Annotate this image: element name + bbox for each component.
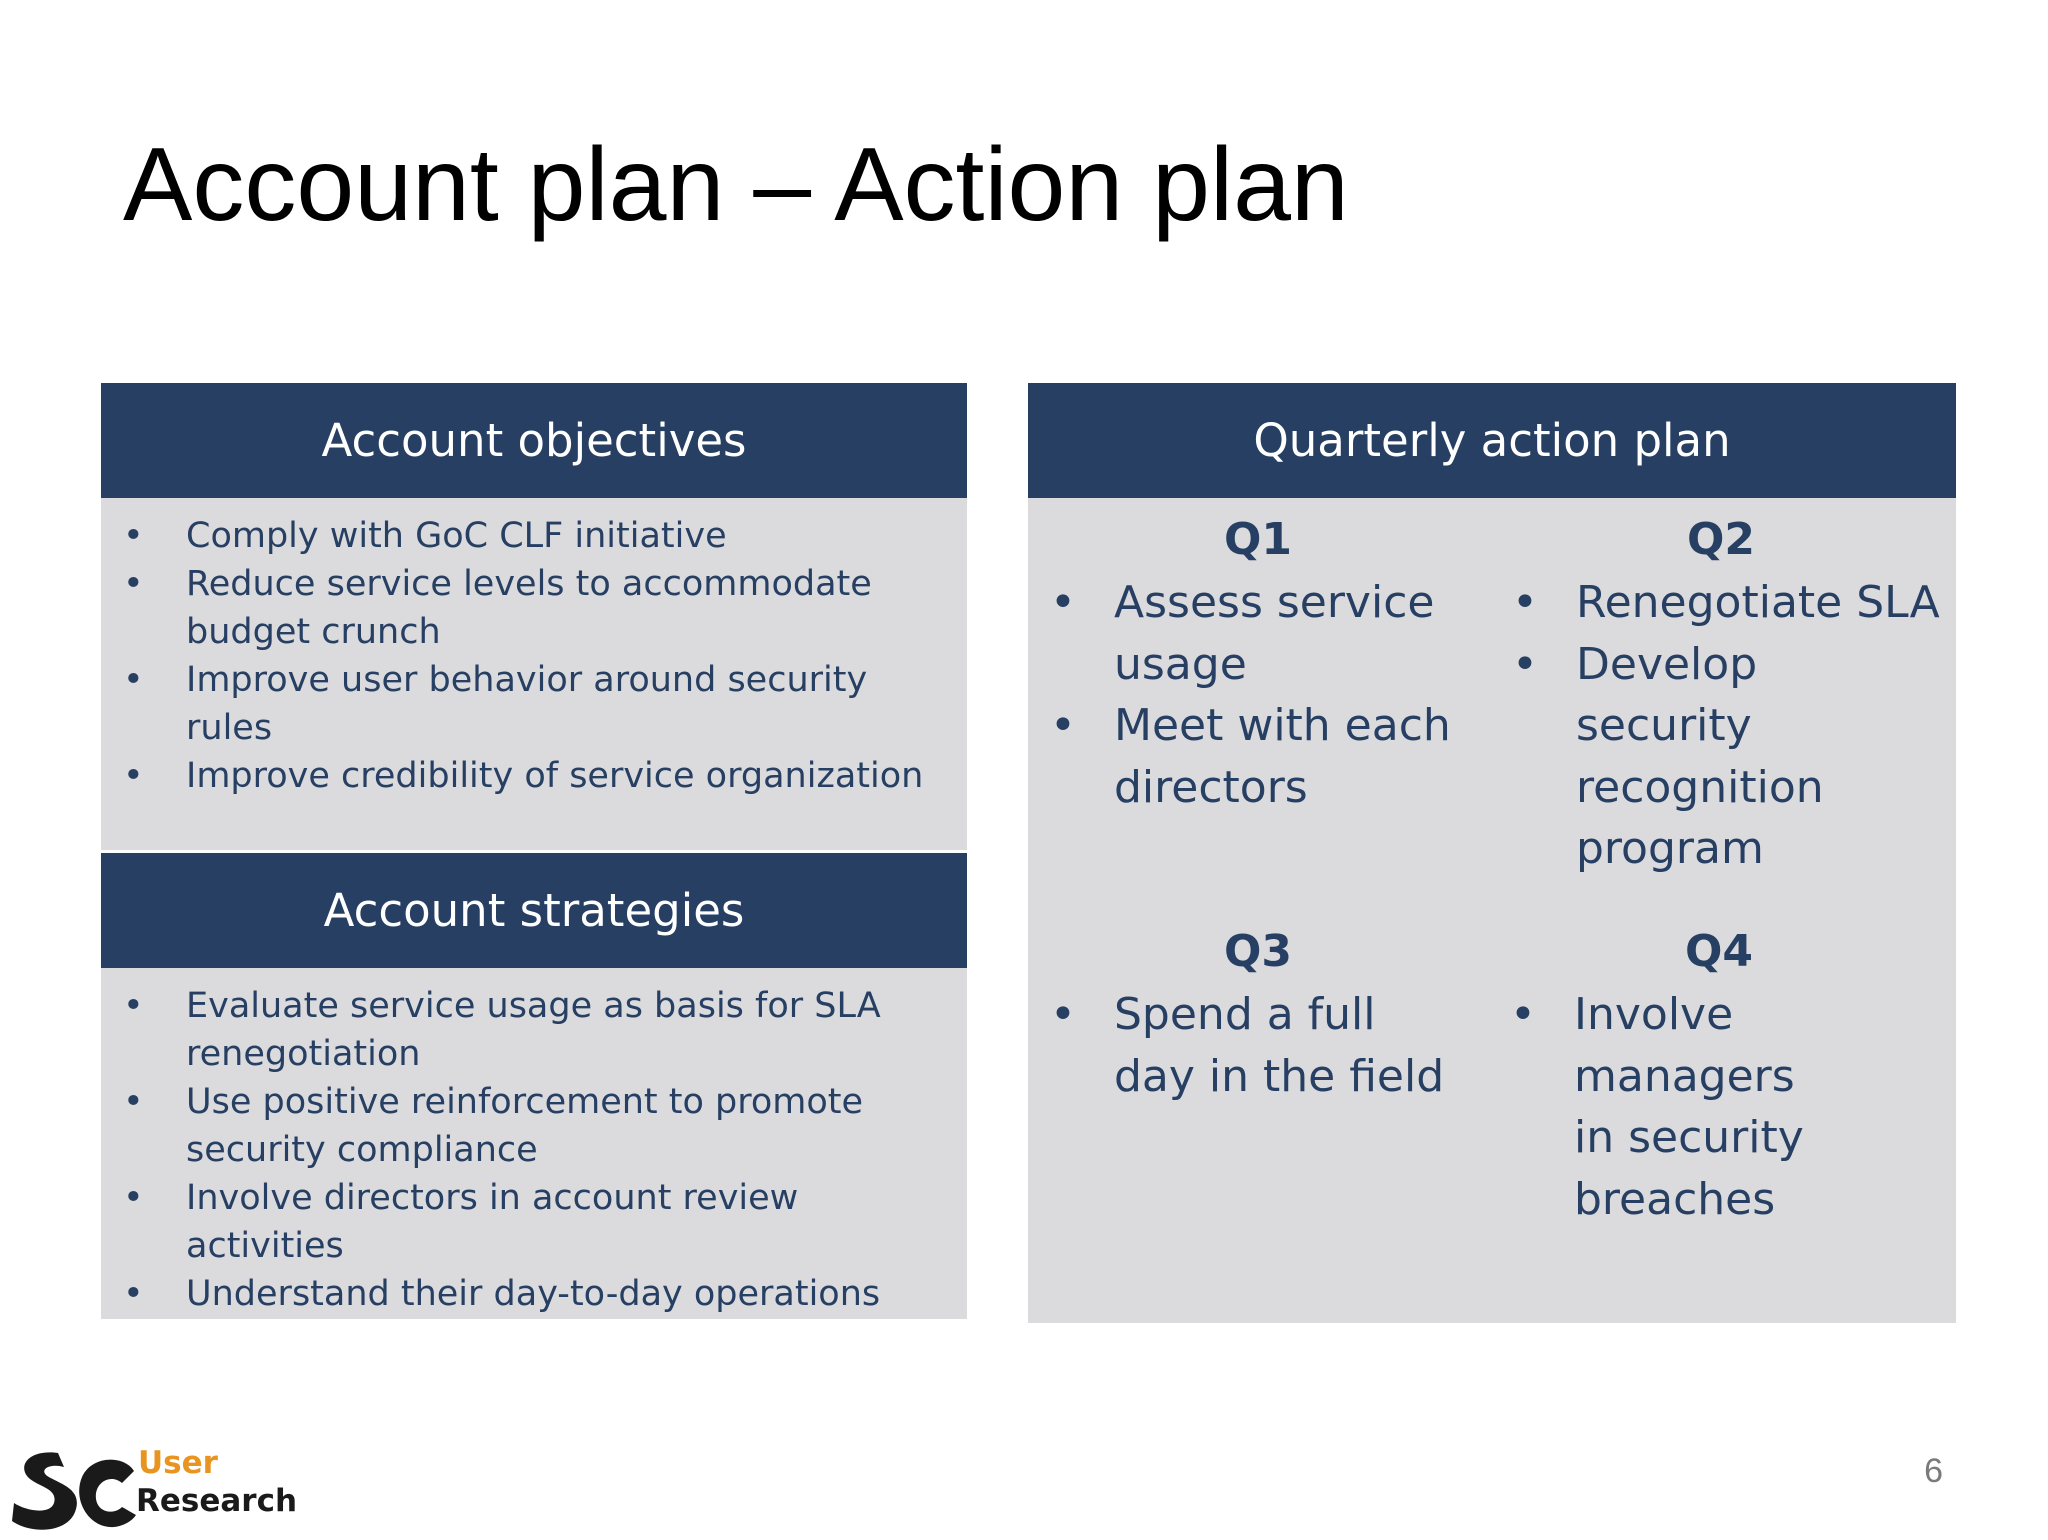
q1-item: • Meet with each directors	[1050, 695, 1470, 818]
strategy-item: • Use positive reinforcement to promote security compliance	[123, 1078, 923, 1174]
q2-item: • Develop security recognition program	[1512, 634, 1942, 880]
sc-logo-icon	[10, 1445, 140, 1535]
objective-item: • Improve user behavior around security rules	[123, 656, 953, 752]
q1-list	[1050, 572, 1470, 818]
strategies-header	[101, 853, 967, 968]
q2-list	[1512, 572, 1942, 880]
slide-title: Account plan – Action plan	[123, 127, 1349, 243]
strategies-panel	[101, 968, 967, 1319]
quarterly-header-label: Quarterly action plan	[1253, 414, 1731, 467]
q1-heading: Q1	[1223, 514, 1293, 565]
objective-item: • Improve credibility of service organization	[123, 752, 953, 800]
objective-item: • Reduce service levels to accommodate budget crunch	[123, 560, 953, 656]
logo-text-research: Research	[136, 1483, 298, 1519]
objectives-header-label: Account objectives	[321, 414, 747, 467]
objective-item: • Comply with GoC CLF initiative	[123, 512, 953, 560]
objectives-header	[101, 383, 967, 498]
q3-heading: Q3	[1223, 926, 1293, 977]
quarterly-panel	[1028, 498, 1956, 1323]
q4-list	[1510, 984, 1830, 1230]
q2-item: • Renegotiate SLA	[1512, 572, 1942, 634]
strategy-item: • Understand their day-to-day operations	[123, 1270, 923, 1318]
objectives-list	[123, 512, 953, 800]
strategy-item: • Evaluate service usage as basis for SLA renegotiation	[123, 982, 923, 1078]
strategies-list	[123, 982, 923, 1318]
q4-item: • Involve managers in security breaches	[1510, 984, 1830, 1230]
q2-heading: Q2	[1686, 514, 1756, 565]
page-number: 6	[1924, 1452, 1943, 1490]
q3-item: • Spend a full day in the field	[1050, 984, 1470, 1107]
logo-text-user: User	[138, 1445, 218, 1481]
objectives-panel	[101, 498, 967, 850]
company-logo	[10, 1445, 310, 1535]
q3-list	[1050, 984, 1470, 1107]
q1-item: • Assess service usage	[1050, 572, 1470, 695]
q4-heading: Q4	[1684, 926, 1754, 977]
quarterly-header	[1028, 383, 1956, 498]
strategies-header-label: Account strategies	[323, 884, 745, 937]
strategy-item: • Involve directors in account review activities	[123, 1174, 923, 1270]
